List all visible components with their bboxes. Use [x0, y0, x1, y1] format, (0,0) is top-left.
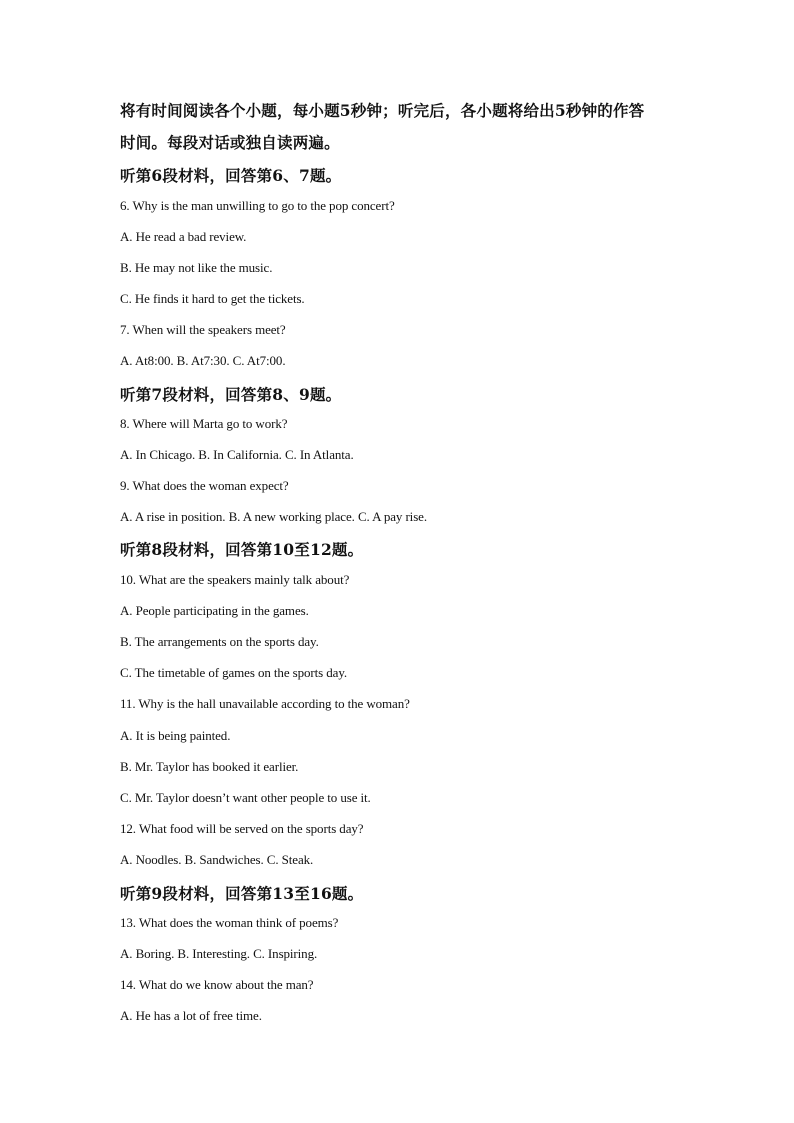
question-14-option-a: A. He has a lot of free time. [120, 1008, 262, 1023]
question-10-option-c: C. The timetable of games on the sports day. [120, 665, 348, 680]
question-7: 7. When will the speakers meet? [120, 322, 286, 337]
question-12: 12. What food will be served on the sports day? [120, 821, 364, 836]
question-11-option-b: B. Mr. Taylor has booked it earlier. [120, 759, 299, 774]
section-9-heading: 听第9段材料，回答第13至16题。 [120, 884, 364, 903]
question-9: 9. What does the woman expect? [120, 478, 289, 493]
question-6-option-b: B. He may not like the music. [120, 260, 273, 275]
question-6: 6. Why is the man unwilling to go to the pop concert? [120, 198, 395, 213]
intro-line-2: 时间。每段对话或独自读两遍。 [120, 133, 340, 152]
question-14: 14. What do we know about the man? [120, 977, 314, 992]
question-12-options: A. Noodles. B. Sandwiches. C. Steak. [120, 852, 314, 867]
question-10-option-b: B. The arrangements on the sports day. [120, 634, 319, 649]
question-13: 13. What does the woman think of poems? [120, 915, 339, 930]
question-11: 11. Why is the hall unavailable according to the woman? [120, 696, 410, 711]
question-10-option-a: A. People participating in the games. [120, 603, 309, 618]
question-6-option-c: C. He finds it hard to get the tickets. [120, 291, 305, 306]
section-7-heading: 听第7段材料，回答第8、9题。 [120, 385, 342, 404]
question-9-options: A. A rise in position. B. A new working place. C. A pay rise. [120, 509, 427, 524]
question-11-option-c: C. Mr. Taylor doesn’t want other people to use it. [120, 790, 371, 805]
question-7-options: A. At8:00. B. At7:30. C. At7:00. [120, 353, 286, 368]
section-8-heading: 听第8段材料，回答第10至12题。 [120, 540, 364, 559]
question-6-option-a: A. He read a bad review. [120, 229, 247, 244]
question-8: 8. Where will Marta go to work? [120, 416, 288, 431]
question-10: 10. What are the speakers mainly talk about? [120, 572, 350, 587]
section-6-heading: 听第6段材料，回答第6、7题。 [120, 166, 342, 185]
question-11-option-a: A. It is being painted. [120, 728, 231, 743]
question-13-options: A. Boring. B. Interesting. C. Inspiring. [120, 946, 318, 961]
question-8-options: A. In Chicago. B. In California. C. In Atlanta. [120, 447, 354, 462]
intro-line-1: 将有时间阅读各个小题，每小题5秒钟；听完后，各小题将给出5秒钟的作答 [120, 101, 645, 120]
